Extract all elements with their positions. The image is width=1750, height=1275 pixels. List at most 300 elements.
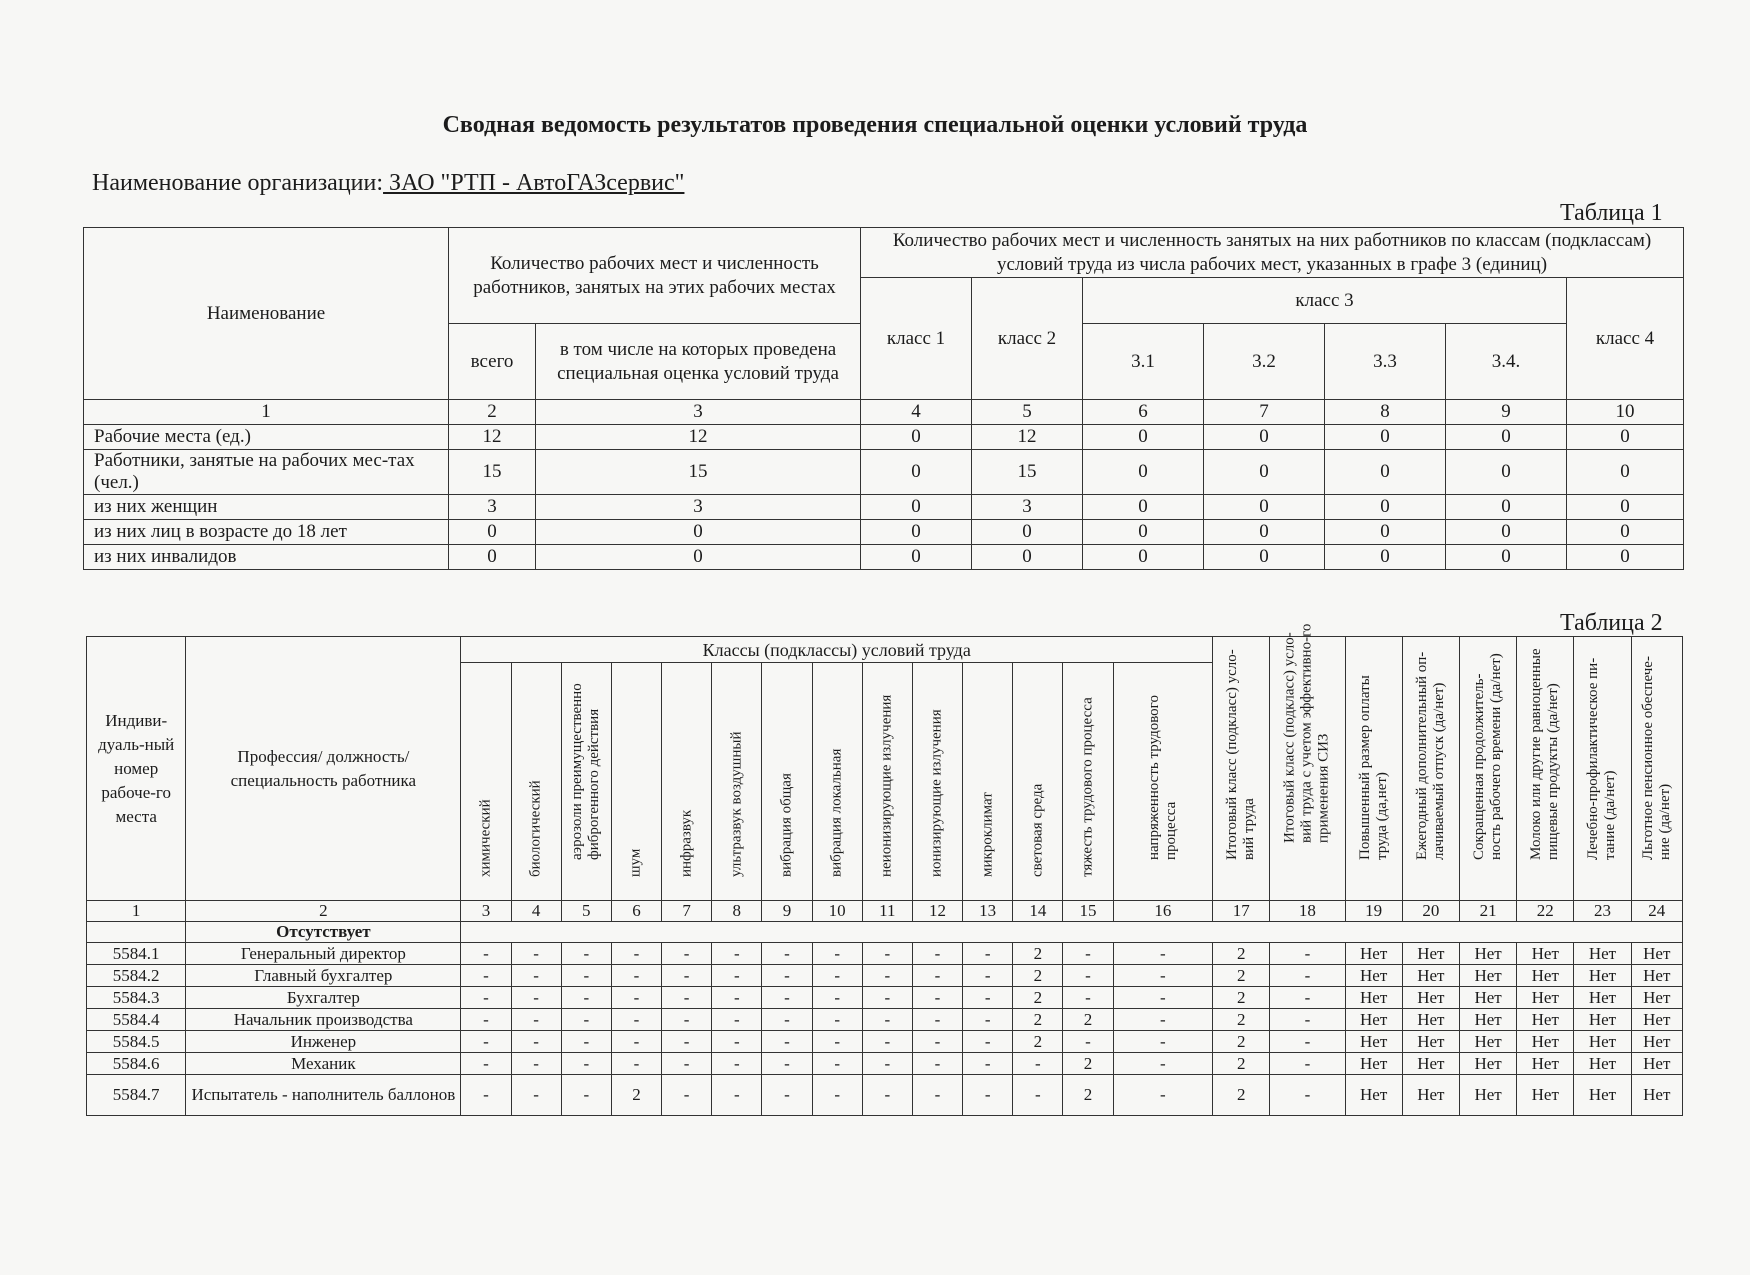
t2-cell: - [963,987,1013,1009]
t2-cell: - [862,943,912,965]
t2-header-extra-label: Ежегодный дополнительный оп-лачиваемый отпуск (да/нет) [1413,651,1447,860]
t2-row-name: Главный бухгалтер [186,965,461,987]
t1-cell: 0 [1567,520,1684,545]
t2-cell: Нет [1517,943,1574,965]
t2-cell: - [461,965,511,987]
t2-cell: - [511,1031,561,1053]
t1-cell: 0 [1446,450,1567,495]
t2-cell: Нет [1459,1053,1516,1075]
t1-cell: 0 [1083,545,1204,570]
t1-cell: 0 [536,545,861,570]
t2-header-factor-wrap [461,663,510,900]
t2-row-id: 5584.3 [87,987,186,1009]
t2-header-extra-wrap [1460,637,1516,900]
t2-row-name: Испытатель - наполнитель баллонов [186,1075,461,1116]
t2-cell: - [461,1031,511,1053]
page-title: Сводная ведомость результатов проведения специальной оценки условий труда [442,112,1308,138]
t1-cell: 0 [1567,450,1684,495]
t2-colnum: 21 [1459,901,1516,922]
t2-cell: - [812,987,862,1009]
t2-cell: - [762,1075,812,1116]
t2-section-label: Отсутствует [186,922,461,943]
t2-header-factor [611,663,661,901]
t1-cell: 0 [1567,495,1684,520]
t2-cell: - [912,1009,962,1031]
t2-colnum: 4 [511,901,561,922]
t1-cell: 0 [1446,520,1567,545]
t1-row [84,450,1684,495]
t2-row-name: Механик [186,1053,461,1075]
t2-header-factor-wrap [762,663,811,900]
t2-cell: Нет [1631,943,1682,965]
t2-header-factor-wrap [612,663,661,900]
t2-cell: - [762,965,812,987]
t2-cell: Нет [1459,943,1516,965]
t2-cell: 2 [1213,1075,1270,1116]
t2-cell: - [511,1053,561,1075]
t2-cell: - [762,1009,812,1031]
t1-header-count: Количество рабочих мест и численность работников, занятых на этих рабочих местах [449,228,861,324]
t2-header-factor [511,663,561,901]
t1-cell: 15 [536,450,861,495]
t2-cell: Нет [1631,965,1682,987]
t2-cell: - [611,1053,661,1075]
t2-row-id: 5584.2 [87,965,186,987]
t2-header-extra [1459,637,1516,901]
t2-cell: - [611,1031,661,1053]
t2-cell: - [662,1053,712,1075]
t1-cell: 0 [1567,425,1684,450]
t2-header-factor-label: микроклимат [979,792,996,877]
t1-cell: 0 [861,495,972,520]
t2-cell: Нет [1574,1031,1631,1053]
t2-cell: Нет [1459,987,1516,1009]
t2-cell: Нет [1459,965,1516,987]
t2-cell: Нет [1345,943,1402,965]
t2-cell: Нет [1631,1053,1682,1075]
t2-cell: Нет [1345,1053,1402,1075]
t1-header-class1: класс 1 [861,278,972,400]
t2-colnum: 18 [1270,901,1345,922]
t1-column-numbers [84,400,1684,425]
t2-row [87,943,1683,965]
t1-cell: 0 [1204,520,1325,545]
t1-cell: 0 [1446,425,1567,450]
t1-cell: 0 [972,520,1083,545]
t1-header-3-1: 3.1 [1083,324,1204,400]
t1-row-label: из них женщин [84,495,449,520]
t2-cell: - [963,1075,1013,1116]
t2-header-factor-wrap [913,663,962,900]
t2-cell: Нет [1631,1009,1682,1031]
t1-cell: 15 [449,450,536,495]
t2-header-extra-label: Сокращенная продолжитель-ность рабочего времени (да/нет) [1471,653,1505,860]
t2-header-factor [762,663,812,901]
t2-cell: - [862,987,912,1009]
t1-colnum: 6 [1083,400,1204,425]
t2-cell: Нет [1402,1075,1459,1116]
t2-cell: - [461,1053,511,1075]
t2-cell: - [561,943,611,965]
t1-cell: 0 [1083,450,1204,495]
t2-colnum: 24 [1631,901,1682,922]
t1-cell: 12 [536,425,861,450]
t2-cell: - [561,965,611,987]
organization-label: Наименование организации: [92,170,384,196]
t2-header-extra [1345,637,1402,901]
t2-cell: - [1063,965,1113,987]
t2-header-factor-label: химический [477,799,494,877]
t2-cell: Нет [1631,1075,1682,1116]
t2-header-extra [1574,637,1631,901]
t2-cell: Нет [1345,1009,1402,1031]
t2-cell: Нет [1459,1075,1516,1116]
t2-cell: - [662,987,712,1009]
t1-row-label: Рабочие места (ед.) [84,425,449,450]
t1-colnum: 7 [1204,400,1325,425]
t2-cell: - [712,965,762,987]
t2-cell: Нет [1574,943,1631,965]
t2-cell: Нет [1402,1053,1459,1075]
summary-table-1 [83,227,1684,570]
t1-cell: 0 [861,545,972,570]
t2-header-factor-label: аэрозоли преимущественно фиброгенного действия [569,683,603,860]
t2-cell: 2 [1213,1053,1270,1075]
t2-cell: - [862,1075,912,1116]
t2-cell: - [561,1031,611,1053]
t2-cell: - [561,1075,611,1116]
organization-line [92,170,684,197]
t2-cell: Нет [1574,987,1631,1009]
t2-cell: - [762,987,812,1009]
t2-cell: - [862,1053,912,1075]
t2-cell: 2 [1013,1009,1063,1031]
t2-header-factor-wrap [1114,663,1213,900]
t1-cell: 0 [1325,450,1446,495]
t1-colnum: 4 [861,400,972,425]
t2-colnum: 6 [611,901,661,922]
t1-header-total: всего [449,324,536,400]
t2-cell: 2 [1213,965,1270,987]
t2-cell: - [1113,1075,1213,1116]
t2-cell: Нет [1517,965,1574,987]
t2-cell: - [1270,1031,1345,1053]
t1-cell: 0 [1083,520,1204,545]
t2-row-id: 5584.4 [87,1009,186,1031]
t1-row-label: из них лиц в возрасте до 18 лет [84,520,449,545]
t2-colnum: 11 [862,901,912,922]
t2-header-extra [1270,623,1345,901]
t2-cell: - [712,943,762,965]
t2-cell: - [812,943,862,965]
t2-cell: - [762,943,812,965]
t2-cell: - [662,1009,712,1031]
t1-header-classes: Количество рабочих мест и численность занятых на них работников по классам (подклассам) условий труда из числа рабочих мест, указанных в графе 3 (единиц) [861,228,1684,278]
t2-header-factor [712,663,762,901]
t2-cell: Нет [1631,987,1682,1009]
t2-cell: - [912,943,962,965]
t2-section-filler [461,922,1683,943]
t2-header-factor [461,663,511,901]
t1-cell: 3 [972,495,1083,520]
t2-cell: Нет [1402,1031,1459,1053]
t1-cell: 3 [449,495,536,520]
t1-cell: 0 [972,545,1083,570]
t2-row [87,1031,1683,1053]
t2-header-factor-wrap [813,663,862,900]
t2-cell: - [1113,943,1213,965]
t2-row-name: Генеральный директор [186,943,461,965]
t2-cell: 2 [1213,987,1270,1009]
t2-cell: 2 [1063,1009,1113,1031]
t2-header-factor [1113,663,1213,901]
t2-cell: - [662,1075,712,1116]
t2-header-extra-wrap [1403,637,1459,900]
t2-header-factor-label: шум [627,848,644,877]
t2-cell: - [461,1075,511,1116]
t2-header-extra-label: Повышенный размер оплаты труда (да,нет) [1356,675,1390,860]
t2-header-factor [812,663,862,901]
t2-cell: Нет [1345,1031,1402,1053]
t2-cell: Нет [1345,987,1402,1009]
t2-cell: Нет [1517,987,1574,1009]
t2-cell: - [511,987,561,1009]
t2-cell: - [662,965,712,987]
t2-colnum: 1 [87,901,186,922]
t2-cell: - [963,965,1013,987]
t2-header-factor-wrap [562,663,611,900]
t1-header-class2: класс 2 [972,278,1083,400]
t2-header-factor [912,663,962,901]
t2-cell: Нет [1402,1009,1459,1031]
t1-colnum: 5 [972,400,1083,425]
t1-cell: 12 [449,425,536,450]
t1-cell: 0 [1325,545,1446,570]
t1-cell: 0 [1083,495,1204,520]
t2-cell: - [912,987,962,1009]
t2-cell: Нет [1517,1009,1574,1031]
t2-colnum: 22 [1517,901,1574,922]
t2-header-factor [1063,663,1113,901]
t2-cell: Нет [1345,965,1402,987]
t2-cell: Нет [1402,987,1459,1009]
t1-cell: 0 [449,520,536,545]
t2-cell: - [561,1009,611,1031]
t2-header-extra-wrap [1270,623,1344,900]
t2-cell: Нет [1402,943,1459,965]
t2-colnum: 9 [762,901,812,922]
t2-colnum: 12 [912,901,962,922]
t2-row-id: 5584.6 [87,1053,186,1075]
t2-cell: - [1270,1009,1345,1031]
t1-colnum: 2 [449,400,536,425]
t1-colnum: 3 [536,400,861,425]
t2-colnum: 5 [561,901,611,922]
t2-row-name: Бухгалтер [186,987,461,1009]
t2-header-extra [1213,637,1270,901]
t2-cell: - [662,1031,712,1053]
t2-cell: - [762,1031,812,1053]
t2-cell: - [963,1031,1013,1053]
organization-name: ЗАО "РТП - АвтоГАЗсервис" [383,170,685,196]
t2-header-id: Индиви-дуаль-ный номер рабоче-го места [87,637,186,901]
t1-cell: 0 [861,425,972,450]
t2-header-factor-label: напряженность трудового процесса [1145,695,1179,860]
t2-header-factor-label: вибрация общая [778,773,795,877]
t1-colnum: 10 [1567,400,1684,425]
t2-colnum: 19 [1345,901,1402,922]
t2-header-extra-wrap [1632,637,1682,900]
t2-cell: - [963,1053,1013,1075]
t2-header-factor [862,663,912,901]
t1-cell: 0 [1325,495,1446,520]
t1-cell: 0 [1204,545,1325,570]
t2-header-extra [1402,637,1459,901]
t2-header-extra [1517,637,1574,901]
t2-cell: - [611,943,661,965]
t2-header-factor-wrap [712,663,761,900]
t2-colnum: 23 [1574,901,1631,922]
t2-cell: - [812,1009,862,1031]
t2-cell: - [511,965,561,987]
t2-cell: - [912,1075,962,1116]
t2-cell: - [611,965,661,987]
t2-row-id: 5584.7 [87,1075,186,1116]
t2-cell: - [1063,987,1113,1009]
t2-cell: - [461,1009,511,1031]
t1-cell: 0 [1446,545,1567,570]
t2-cell: 2 [1063,1053,1113,1075]
table1-caption: Таблица 1 [1560,200,1663,226]
t2-cell: Нет [1574,1075,1631,1116]
t1-cell: 0 [449,545,536,570]
t2-cell: - [812,1053,862,1075]
t1-cell: 0 [861,520,972,545]
t2-cell: - [1063,1031,1113,1053]
t1-header-3-3: 3.3 [1325,324,1446,400]
t1-header-name: Наименование [84,228,449,400]
t2-cell: - [912,1053,962,1075]
t2-cell: - [561,1053,611,1075]
t1-colnum: 9 [1446,400,1567,425]
t1-header-3-2: 3.2 [1204,324,1325,400]
t2-cell: 2 [1013,943,1063,965]
t2-cell: - [461,987,511,1009]
t1-cell: 0 [1204,425,1325,450]
t2-cell: - [712,1053,762,1075]
t2-header-extra-label: Итоговый класс (подкласс) усло-вий труда [1224,649,1258,860]
t2-cell: - [963,943,1013,965]
t2-header-factor-label: ионизирующие излучения [928,709,945,877]
t2-row-name: Инженер [186,1031,461,1053]
t2-cell: - [862,1031,912,1053]
t2-cell: Нет [1459,1031,1516,1053]
t2-header-extra [1631,637,1682,901]
t2-header-extra-label: Лечебно-профилактическое пи-тание (да/нет) [1585,657,1619,860]
t2-cell: Нет [1631,1031,1682,1053]
t2-colnum: 20 [1402,901,1459,922]
t2-cell: - [912,1031,962,1053]
t2-header-factor-label: тяжесть трудового процесса [1079,697,1096,877]
t2-cell: - [912,965,962,987]
t2-header-factor-label: световая среда [1029,783,1046,877]
t1-row [84,545,1684,570]
t2-cell: 2 [1213,1009,1270,1031]
t2-cell: - [461,943,511,965]
t1-row-label: из них инвалидов [84,545,449,570]
t1-cell: 0 [1325,520,1446,545]
t2-cell: - [1270,987,1345,1009]
t2-cell: - [1270,1053,1345,1075]
t1-cell: 0 [1083,425,1204,450]
t1-colnum: 1 [84,400,449,425]
t2-cell: - [963,1009,1013,1031]
t1-row [84,425,1684,450]
t2-cell: Нет [1459,1009,1516,1031]
t2-cell: - [1013,1075,1063,1116]
t1-row [84,495,1684,520]
t2-cell: 2 [1013,1031,1063,1053]
t2-cell: - [712,1075,762,1116]
t2-cell: - [511,1075,561,1116]
t2-cell: - [1270,1075,1345,1116]
t2-row-id: 5584.1 [87,943,186,965]
t2-row-id: 5584.5 [87,1031,186,1053]
t2-header-factor-label: ультразвук воздушный [728,731,745,877]
t2-cell: - [611,987,661,1009]
t2-cell: Нет [1574,1009,1631,1031]
t2-colnum: 2 [186,901,461,922]
t2-cell: - [812,965,862,987]
t2-cell: - [1270,965,1345,987]
t2-cell: 2 [1213,943,1270,965]
t2-cell: - [1113,1009,1213,1031]
t1-cell: 0 [1325,425,1446,450]
t2-cell: - [1113,1053,1213,1075]
t2-cell: Нет [1517,1053,1574,1075]
t2-cell: Нет [1345,1075,1402,1116]
t2-cell: - [812,1075,862,1116]
t2-header-factor-label: инфразвук [678,809,695,877]
t2-cell: - [511,943,561,965]
t1-cell: 3 [536,495,861,520]
t2-header-extra-wrap [1213,637,1269,900]
t2-cell: Нет [1402,965,1459,987]
t2-header-factor-wrap [512,663,561,900]
t1-cell: 0 [536,520,861,545]
t2-colnum: 13 [963,901,1013,922]
t2-cell: - [662,943,712,965]
t2-row [87,987,1683,1009]
t2-header-factor-wrap [863,663,912,900]
t1-cell: 0 [1446,495,1567,520]
t2-cell: - [511,1009,561,1031]
t2-header-factor [662,663,712,901]
t2-header-factor-wrap [1063,663,1112,900]
t2-cell: - [1113,987,1213,1009]
t2-header-extra-wrap [1346,637,1402,900]
t2-header-classes: Классы (подклассы) условий труда [461,637,1213,663]
t2-colnum: 3 [461,901,511,922]
t2-cell: - [561,987,611,1009]
t2-colnum: 15 [1063,901,1113,922]
t1-cell: 0 [1204,450,1325,495]
t2-cell: - [862,965,912,987]
t2-cell: - [1063,943,1113,965]
t2-row [87,1075,1683,1116]
t2-cell: Нет [1517,1075,1574,1116]
t2-header-factor-wrap [963,663,1012,900]
